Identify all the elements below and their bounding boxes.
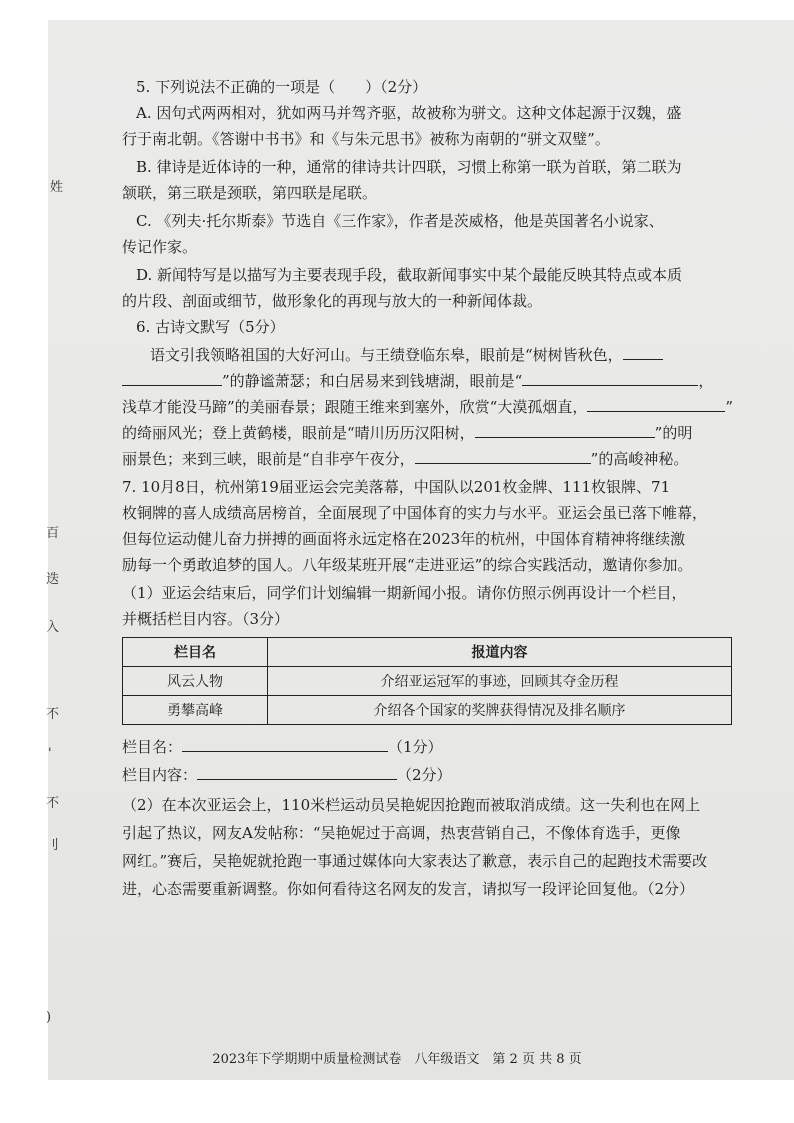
q7-sub1-line2: 并概括栏目内容。（3分） bbox=[122, 610, 290, 628]
q5-option-a-line1: A. 因句式两两相对，犹如两马并驾齐驱，故被称为骈文。这种文体起源于汉魏，盛 bbox=[136, 104, 682, 122]
margin-char: 姓 bbox=[50, 180, 64, 195]
q6-text: 丽景色；来到三峡，眼前是“自非亭午夜分， bbox=[122, 450, 415, 468]
table-header: 栏目名 bbox=[123, 638, 268, 667]
q7-sub2-line4: 进，心态需要重新调整。你如何看待这名网友的发言，请拟写一段评论回复他。（2分） bbox=[122, 880, 695, 898]
table-header-row bbox=[123, 638, 732, 667]
q5-stem: 5. 下列说法不正确的一项是（ ）（2分） bbox=[136, 78, 428, 96]
column-name-score: （1分） bbox=[388, 738, 443, 756]
q6-line1 bbox=[150, 344, 663, 365]
table-cell: 风云人物 bbox=[123, 667, 268, 696]
table-row bbox=[123, 667, 732, 696]
q5-option-b-line1: B. 律诗是近体诗的一种，通常的律诗共计四联，习惯上称第一联为首联，第二联为 bbox=[136, 158, 682, 176]
column-name-blank[interactable] bbox=[182, 737, 388, 752]
q7-sub2-line1: （2）在本次亚运会上，110米栏运动员吴艳妮因抢跑而被取消成绩。这一失利也在网上 bbox=[122, 796, 701, 814]
column-content-score: （2分） bbox=[397, 766, 452, 784]
column-content-label: 栏目内容： bbox=[122, 766, 198, 784]
q6-line4 bbox=[122, 422, 692, 443]
q5-option-d-line1: D. 新闻特写是以描写为主要表现手段，截取新闻事实中某个最能反映其特点或本质 bbox=[136, 266, 683, 284]
margin-char: ) bbox=[46, 1010, 52, 1025]
q6-text: ” bbox=[725, 398, 734, 416]
column-name-line bbox=[122, 736, 443, 757]
column-name-label: 栏目名： bbox=[122, 738, 183, 756]
q6-text: 语文引我领略祖国的大好河山。与王绩登临东皋，眼前是“树树皆秋色， bbox=[150, 346, 623, 364]
q6-text: ”的明 bbox=[654, 424, 693, 442]
page-footer: 2023年下学期期中质量检测试卷 八年级语文 第 2 页 共 8 页 bbox=[212, 1052, 582, 1067]
column-content-line bbox=[122, 764, 452, 785]
q6-stem: 6. 古诗文默写（5分） bbox=[136, 318, 285, 336]
q5-option-a-line2: 行于南北朝。《答谢中书书》和《与朱元思书》被称为南朝的“骈文双璧”。 bbox=[122, 130, 610, 148]
table-cell: 介绍亚运冠军的事迹，回顾其夺金历程 bbox=[268, 667, 732, 696]
q5-option-d-line2: 的片段、剖面或细节，做形象化的再现与放大的一种新闻体裁。 bbox=[122, 292, 543, 310]
table-cell: 介绍各个国家的奖牌获得情况及排名顺序 bbox=[268, 696, 732, 725]
q6-text: ”的高峻神秘。 bbox=[590, 450, 689, 468]
q5-option-b-line2: 颔联，第三联是颈联，第四联是尾联。 bbox=[122, 184, 378, 202]
q7-paragraph-line1: 7. 10月8日，杭州第19届亚运会完美落幕，中国队以201枚金牌、111枚银牌、71 bbox=[122, 478, 671, 496]
q7-paragraph-line4: 励每一个勇敢追梦的国人。八年级某班开展“走进亚运”的综合实践活动，邀请你参加。 bbox=[122, 556, 693, 574]
q7-sub2-line3: 网红。”赛后，吴艳妮就抢跑一事通过媒体向大家表达了歉意，表示自己的起跑技术需要改 bbox=[122, 852, 708, 870]
margin-char: 刂 bbox=[46, 838, 60, 853]
margin-char: 入 bbox=[46, 620, 60, 635]
margin-char: 百 bbox=[46, 526, 60, 541]
q7-paragraph-line3: 但每位运动健儿奋力拼搏的画面将永远定格在2023年的杭州，中国体育精神将继续激 bbox=[122, 530, 686, 548]
column-example-table bbox=[122, 637, 732, 725]
q6-text: ”的静谧萧瑟；和白居易来到钱塘湖，眼前是“ bbox=[222, 372, 523, 390]
answer-blank-2[interactable] bbox=[522, 371, 698, 386]
q6-text: ， bbox=[698, 372, 714, 390]
q6-line5 bbox=[122, 448, 688, 469]
q6-text: 浅草才能没马蹄”的美丽春景；跟随王维来到塞外，欣赏“大漠孤烟直， bbox=[122, 398, 588, 416]
q7-sub1-line1: （1）亚运会结束后，同学们计划编辑一期新闻小报。请你仿照示例再设计一个栏目， bbox=[122, 584, 687, 602]
margin-char: 不 bbox=[46, 707, 60, 722]
margin-char: 迭 bbox=[46, 572, 60, 587]
column-content-blank[interactable] bbox=[197, 765, 397, 780]
margin-char: 不 bbox=[46, 796, 60, 811]
answer-blank-1-cont[interactable] bbox=[122, 371, 222, 386]
q6-line3 bbox=[122, 396, 733, 417]
table-row bbox=[123, 696, 732, 725]
exam-paper bbox=[48, 20, 794, 1080]
answer-blank-1[interactable] bbox=[623, 345, 663, 360]
q6-line2 bbox=[122, 370, 713, 391]
answer-blank-4[interactable] bbox=[475, 423, 655, 438]
margin-char: ' bbox=[48, 746, 52, 761]
q7-sub2-line2: 引起了热议，网友A发帖称：“吴艳妮过于高调，热衷营销自己，不像体育选手，更像 bbox=[122, 824, 681, 842]
q7-paragraph-line2: 枚铜牌的喜人成绩高居榜首，全面展现了中国体育的实力与水平。亚运会虽已落下帷幕， bbox=[122, 504, 708, 522]
q6-text: 的绮丽风光；登上黄鹤楼，眼前是“晴川历历汉阳树， bbox=[122, 424, 475, 442]
answer-blank-5[interactable] bbox=[415, 449, 591, 464]
q5-option-c-line1: C. 《列夫·托尔斯泰》节选自《三作家》，作者是茨威格，他是英国著名小说家、 bbox=[136, 212, 664, 230]
table-cell: 勇攀高峰 bbox=[123, 696, 268, 725]
table-header: 报道内容 bbox=[268, 638, 732, 667]
q5-option-c-line2: 传记作家。 bbox=[122, 238, 198, 256]
answer-blank-3[interactable] bbox=[587, 397, 725, 412]
